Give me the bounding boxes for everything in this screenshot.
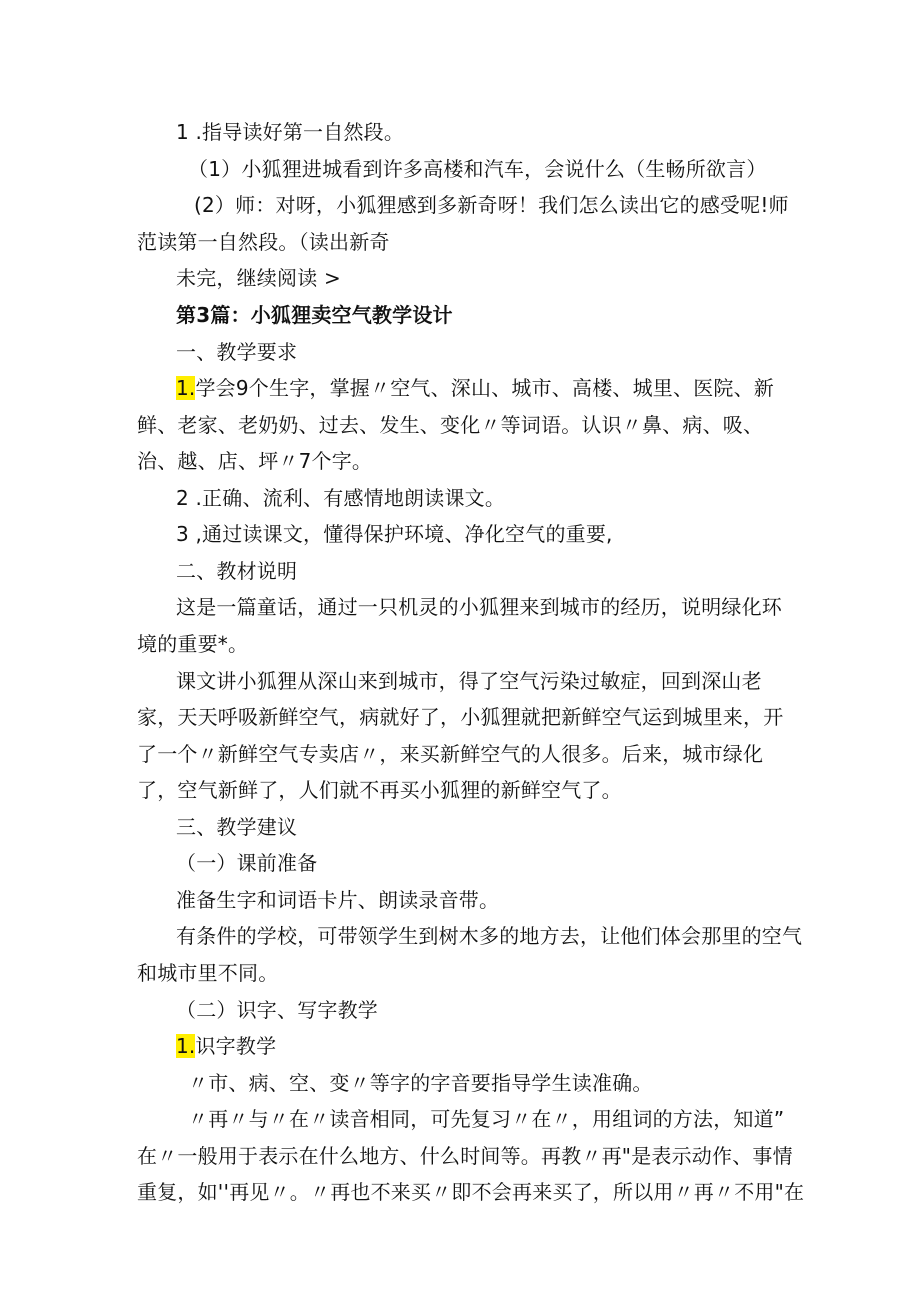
material-para-1: 这是一篇童话，通过一只机灵的小狐狸来到城市的经历，说明绿化环 <box>176 595 782 619</box>
subsection-literacy: （二）识字、写字教学 <box>176 998 378 1022</box>
step-1-item-2: (2）师：对呀，小狐狸感到多新奇呀！我们怎么读出它的感受呢!师 <box>194 193 789 217</box>
highlighted-number: 1. <box>176 376 196 400</box>
literacy-item-1-text: 识字教学 <box>195 1034 277 1058</box>
material-para-1-cont: 境的重要*。 <box>137 632 249 656</box>
continue-reading-link[interactable]: 未完，继续阅读 > <box>176 266 341 290</box>
section-heading-suggestions: 三、教学建议 <box>176 815 298 839</box>
requirement-1-cont-2: 治、越、店、坪〃7个字。 <box>137 449 373 473</box>
literacy-para-1: 〃市、病、空、变〃等字的字音要指导学生读准确。 <box>188 1071 653 1095</box>
section-heading-material: 二、教材说明 <box>176 559 298 583</box>
requirement-1 <box>176 375 774 401</box>
literacy-item-1 <box>176 1033 276 1059</box>
step-1-item-2-cont: 范读第一自然段。（读出新奇 <box>137 230 390 254</box>
requirement-1-cont-1: 鲜、老家、老奶奶、过去、发生、变化〃等词语。认识〃鼻、病、吸、 <box>137 413 764 437</box>
literacy-para-2-cont-2: 重复，如''再见〃。〃再也不来买〃即不会再来买了，所以用〃再〃不用"在 <box>137 1180 805 1204</box>
requirement-3: 3 ,通过读课文，懂得保护环境、净化空气的重要, <box>176 522 613 546</box>
requirement-1-text: 学会9个生字，掌握〃空气、深山、城市、高楼、城里、医院、新 <box>195 376 775 400</box>
material-para-2-cont-2: 了一个〃新鲜空气专卖店〃，来买新鲜空气的人很多。后来，城市绿化 <box>137 742 764 766</box>
requirement-2: 2 .正确、流利、有感情地朗读课文。 <box>176 486 506 510</box>
material-para-2-cont-1: 家，天天呼吸新鲜空气，病就好了，小狐狸就把新鲜空气运到城里来，开 <box>137 705 784 729</box>
preparation-para-1: 准备生字和词语卡片、朗读录音带。 <box>176 888 500 912</box>
highlighted-number: 1. <box>176 1034 196 1058</box>
section-heading-requirements: 一、教学要求 <box>176 340 298 364</box>
step-1-item-1: （1）小狐狸进城看到许多高楼和汽车，会说什么（生畅所欲言） <box>188 157 767 181</box>
preparation-para-2-cont: 和城市里不同。 <box>137 961 279 985</box>
step-1-heading: 1 .指导读好第一自然段。 <box>176 120 405 144</box>
subsection-preparation: （一）课前准备 <box>176 851 318 875</box>
material-para-2: 课文讲小狐狸从深山来到城市，得了空气污染过敏症，回到深山老 <box>176 669 762 693</box>
article-3-title: 第3篇：小狐狸卖空气教学设计 <box>176 303 453 327</box>
literacy-para-2-cont-1: 在〃一般用于表示在什么地方、什么时间等。再教〃再"是表示动作、事情 <box>137 1144 793 1168</box>
preparation-para-2: 有条件的学校，可带领学生到树木多的地方去，让他们体会那里的空气 <box>176 924 803 948</box>
literacy-para-2: 〃再〃与〃在〃读音相同，可先复习〃在〃，用组词的方法，知道” <box>188 1107 785 1131</box>
material-para-2-cont-3: 了，空气新鲜了，人们就不再买小狐狸的新鲜空气了。 <box>137 778 622 802</box>
